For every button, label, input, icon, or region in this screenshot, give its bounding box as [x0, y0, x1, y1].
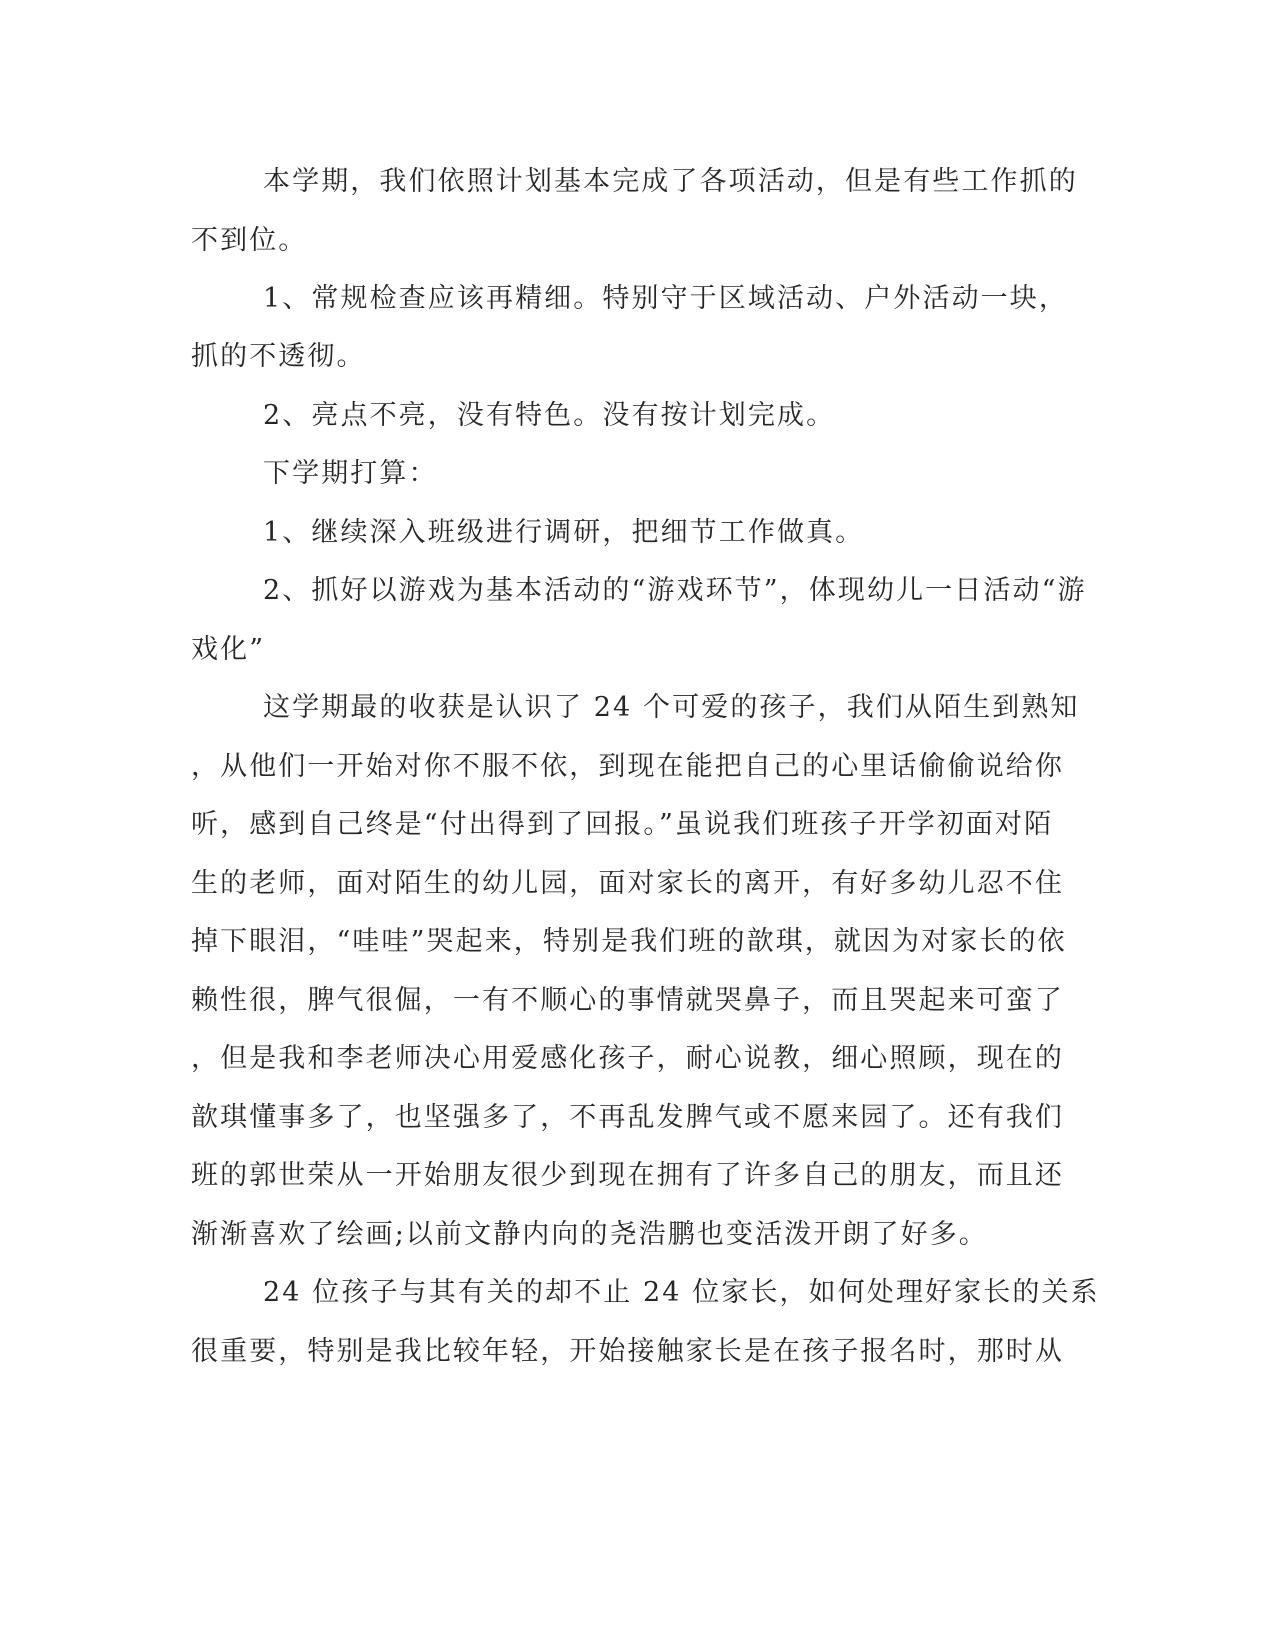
- paragraph-line: 渐渐喜欢了绘画;以前文静内向的尧浩鹏也变活泼开朗了好多。: [191, 1219, 988, 1250]
- paragraph-line: 不到位。: [191, 225, 308, 256]
- list-item-line: 2、亮点不亮，没有特色。没有按计划完成。: [263, 400, 836, 431]
- paragraph-line: 掉下眼泪，“哇哇”哭起来，特别是我们班的歆琪，就因为对家长的依: [191, 926, 1067, 957]
- paragraph-line: 赖性很，脾气很倔，一有不顺心的事情就哭鼻子，而且哭起来可蛮了: [191, 985, 1064, 1016]
- paragraph-line: 班的郭世荣从一开始朋友很少到现在拥有了许多自己的朋友，而且还: [191, 1160, 1064, 1191]
- paragraph-line: 这学期最的收获是认识了 24 个可爱的孩子，我们从陌生到熟知: [263, 692, 1080, 723]
- section-heading: 下学期打算：: [263, 458, 438, 489]
- paragraph-line: ，从他们一开始对你不服不依，到现在能把自己的心里话偷偷说给你: [191, 751, 1064, 782]
- list-item-line: 1、常规检查应该再精细。特别守于区域活动、户外活动一块，: [263, 283, 1068, 314]
- paragraph-line: 生的老师，面对陌生的幼儿园，面对家长的离开，有好多幼儿忍不住: [191, 868, 1064, 899]
- list-item-line: 戏化”: [191, 634, 266, 665]
- paragraph-line: 24 位孩子与其有关的却不止 24 位家长，如何处理好家长的关系: [263, 1277, 1100, 1308]
- paragraph-line: 很重要，特别是我比较年轻，开始接触家长是在孩子报名时，那时从: [191, 1336, 1064, 1367]
- paragraph-line: 歆琪懂事多了，也坚强多了，不再乱发脾气或不愿来园了。还有我们: [191, 1102, 1064, 1133]
- list-item-line: 2、抓好以游戏为基本活动的“游戏环节”，体现幼儿一日活动“游: [263, 575, 1087, 606]
- paragraph-line: 本学期，我们依照计划基本完成了各项活动，但是有些工作抓的: [263, 166, 1078, 197]
- paragraph-line: ，但是我和李老师决心用爱感化孩子，耐心说教，细心照顾，现在的: [191, 1043, 1064, 1074]
- list-item-line: 1、继续深入班级进行调研，把细节工作做真。: [263, 517, 865, 548]
- list-item-line: 抓的不透彻。: [191, 341, 366, 372]
- paragraph-line: 听，感到自己终是“付出得到了回报。”虽说我们班孩子开学初面对陌: [191, 809, 1054, 840]
